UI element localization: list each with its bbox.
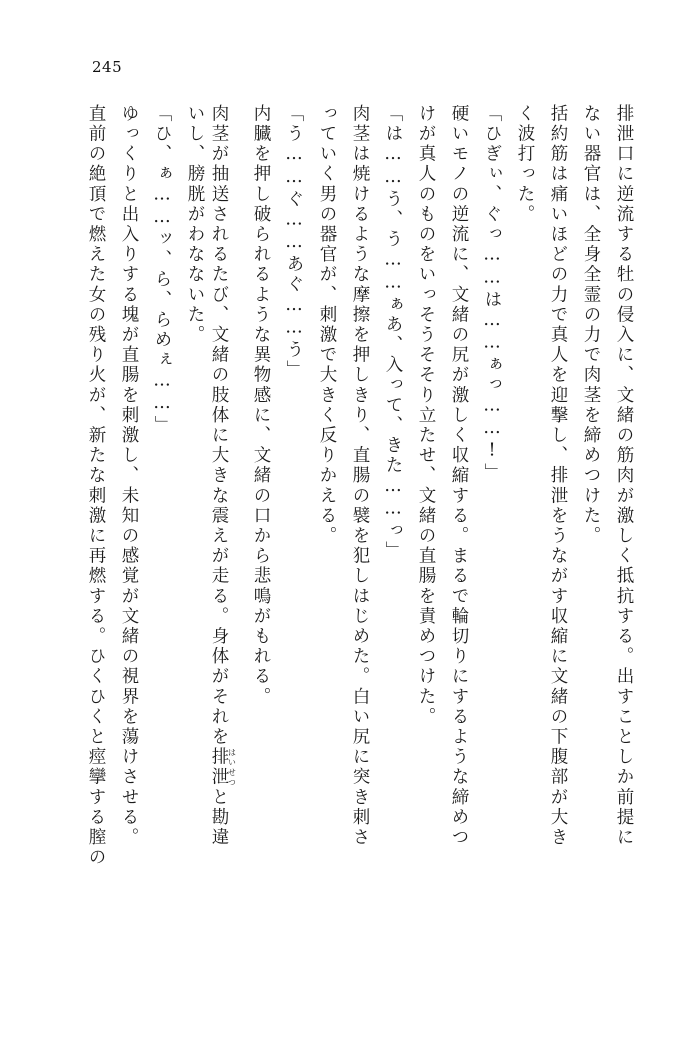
text-column: 内臓を押し破られるような異物感に、文緒の口から悲鳴がもれる。 bbox=[251, 104, 271, 707]
text-column: 肉茎は焼けるような摩擦を押しきり、直腸の襞を犯しはじめた。白い尻に突き刺さ bbox=[350, 104, 370, 848]
text-column-with-ruby: 肉茎が抽送されるたび、文緒の肢体に大きな震えが走る。身体がそれを排泄はいせつと勘違 bbox=[209, 104, 237, 848]
vertical-text-block bbox=[62, 104, 632, 984]
text-column: 「ひぎぃ、ぐっ……は……ぁっ……!」 bbox=[482, 104, 502, 484]
text-column: ゆっくりと出入りする塊が直腸を刺激し、未知の感覚が文緒の視界を蕩けさせる。 bbox=[119, 104, 139, 848]
text-column: 「ひ、ぁ……ッ、ら、らめぇ……」 bbox=[152, 104, 172, 436]
text-column: けが真人のものをいっそうそそり立たせ、文緒の直腸を責めつけた。 bbox=[416, 104, 436, 728]
text-column: 直前の絶頂で燃えた女の残り火が、新たな刺激に再燃する。ひくひくと痙攣する膣の bbox=[86, 104, 106, 868]
text-column: っていく男の器官が、刺激で大きく反りかえる。 bbox=[317, 104, 337, 547]
text-column: 「う……ぐ……あぐ……う」 bbox=[284, 104, 304, 381]
text-column: 括約筋は痛いほどの力で真人を迎撃し、排泄をうながす収縮に文緒の下腹部が大き bbox=[548, 104, 568, 848]
text-column: ない器官は、全身全霊の力で肉茎を締めつけた。 bbox=[581, 104, 601, 547]
page-number: 245 bbox=[92, 58, 123, 76]
text-column: 硬いモノの逆流に、文緒の尻が激しく収縮する。まるで輪切りにするような締めつ bbox=[449, 104, 469, 848]
text-column: 「は……う、う……ぁあ、入って、きた……っ」 bbox=[383, 104, 403, 562]
text-column: く波打った。 bbox=[515, 104, 535, 225]
ruby-haisetsu: 排泄はいせつ bbox=[209, 747, 237, 788]
text-column: いし、膀胱がわなないた。 bbox=[185, 104, 205, 346]
text-column: 排泄口に逆流する牡の侵入に、文緒の筋肉が激しく抵抗する。出すことしか前提に bbox=[614, 104, 634, 848]
